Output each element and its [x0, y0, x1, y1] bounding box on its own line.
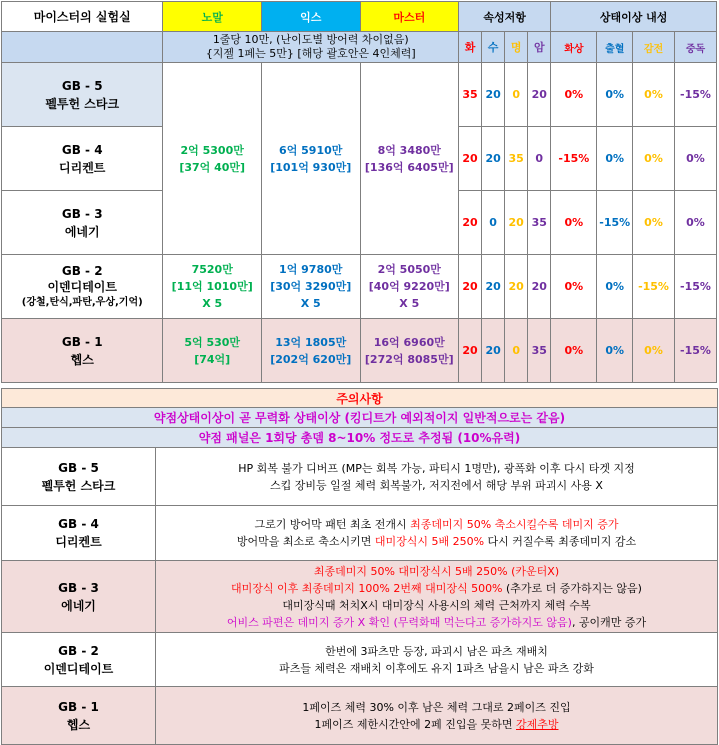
- notes-title: 주의사항: [2, 389, 718, 408]
- res-light: 20: [505, 191, 528, 255]
- col-exp-header: 익스: [261, 2, 360, 32]
- note-label-gb3: GB - 3 에네기: [2, 561, 156, 633]
- stat-poison: -15%: [674, 255, 716, 319]
- boss-label-gb5: GB - 5 펠투헌 스타크: [2, 63, 163, 127]
- hp-exp-gb1: 13억 1805만 [202억 620만]: [261, 319, 360, 383]
- res-fire: 20: [459, 255, 482, 319]
- res-light: 0: [505, 63, 528, 127]
- res-fire: 20: [459, 319, 482, 383]
- res-water: 20: [482, 255, 505, 319]
- hp-normal-group: 2억 5300만 [37억 40만]: [163, 63, 262, 255]
- notes-line1: 약점상태이상이 곧 무력화 상태이상 (킹디트가 예외적이지 일반적으로는 같음): [2, 408, 718, 428]
- res-light: 20: [505, 255, 528, 319]
- res-water: 20: [482, 127, 505, 191]
- col-normal-header: 노말: [163, 2, 262, 32]
- stat-shock: 0%: [633, 63, 675, 127]
- notes-table: [1, 388, 718, 745]
- stat-poison: -15%: [674, 319, 716, 383]
- note-gb2: 한번에 3파츠만 등장, 파괴시 남은 파츠 재배치 파츠들 체력은 재배치 이후에도 유지 1파츠 남을시 남은 파츠 강화: [156, 633, 718, 687]
- hp-normal-gb1: 5억 530만 [74억]: [163, 319, 262, 383]
- note-label-gb2: GB - 2 이덴디테이트: [2, 633, 156, 687]
- hp-info: [163, 32, 459, 63]
- res-water: 20: [482, 63, 505, 127]
- stat-poison: -15%: [674, 63, 716, 127]
- res-dark: 35: [528, 319, 551, 383]
- res-fire: 35: [459, 63, 482, 127]
- res-dark: 20: [528, 63, 551, 127]
- element-light: 명: [505, 32, 528, 63]
- element-dark: 암: [528, 32, 551, 63]
- stat-shock: -15%: [633, 255, 675, 319]
- note-gb5: HP 회복 불가 디버프 (MP는 회복 가능, 파티시 1명만), 광폭화 이후 다시 타겟 지정 스킵 장비등 일절 체력 회복불가, 저지전에서 해당 부위 파괴시 사용 X: [156, 448, 718, 506]
- res-water: 20: [482, 319, 505, 383]
- stat-shock: 0%: [633, 127, 675, 191]
- res-fire: 20: [459, 127, 482, 191]
- status-burn: 화상: [551, 32, 597, 63]
- hp-info-line2: {지젤 1페는 5만} [해당 괄호안은 4인체력]: [205, 47, 416, 60]
- hp-master-gb2: 2억 5050만 [40억 9220만] X 5: [360, 255, 459, 319]
- col-master-header: 마스터: [360, 2, 459, 32]
- stat-bleed: -15%: [597, 191, 633, 255]
- res-light: 35: [505, 127, 528, 191]
- stat-bleed: 0%: [597, 63, 633, 127]
- stat-shock: 0%: [633, 191, 675, 255]
- boss-label-gb3: GB - 3 에네기: [2, 191, 163, 255]
- sheet-title: 마이스터의 실험실: [2, 2, 163, 32]
- res-fire: 20: [459, 191, 482, 255]
- res-dark: 35: [528, 191, 551, 255]
- status-bleed: 출혈: [597, 32, 633, 63]
- status-shock: 감전: [633, 32, 675, 63]
- element-fire: 화: [459, 32, 482, 63]
- stat-bleed: 0%: [597, 319, 633, 383]
- res-dark: 0: [528, 127, 551, 191]
- stat-burn: 0%: [551, 63, 597, 127]
- notes-line2: 약점 패널은 1회당 총뎀 8~10% 정도로 추정됨 (10%유력): [2, 428, 718, 448]
- hp-exp-group: 6억 5910만 [101억 930만]: [261, 63, 360, 255]
- boss-stats-table: [1, 1, 717, 383]
- stat-poison: 0%: [674, 191, 716, 255]
- note-label-gb4: GB - 4 디리켄트: [2, 506, 156, 561]
- stat-burn: 0%: [551, 255, 597, 319]
- hp-normal-gb2: 7520만 [11억 1010만] X 5: [163, 255, 262, 319]
- stat-burn: 0%: [551, 319, 597, 383]
- status-poison: 중독: [674, 32, 716, 63]
- boss-label-gb2: GB - 2 이덴디테이트 (강철,탄식,파탄,우상,기억): [2, 255, 163, 319]
- note-gb4: 그로기 방어막 패턴 최초 전개시 최종데미지 50% 축소시킬수록 데미지 증가 방어막을 최소로 축소시키면 대미장식시 5배 250% 다시 커질수록 최종데미지 감소: [156, 506, 718, 561]
- res-light: 0: [505, 319, 528, 383]
- note-gb1: 1페이즈 체력 30% 이후 남은 체력 그대로 2페이즈 진입 1페이즈 제한시간안에 2페 진입을 못하면 강제추방: [156, 687, 718, 745]
- res-dark: 20: [528, 255, 551, 319]
- note-label-gb1: GB - 1 헵스: [2, 687, 156, 745]
- hp-master-group: 8억 3480만 [136억 6405만]: [360, 63, 459, 255]
- stat-burn: 0%: [551, 191, 597, 255]
- note-label-gb5: GB - 5 펠투헌 스타크: [2, 448, 156, 506]
- res-water: 0: [482, 191, 505, 255]
- hp-master-gb1: 16억 6960만 [272억 8085만]: [360, 319, 459, 383]
- stat-bleed: 0%: [597, 127, 633, 191]
- hp-info-line1: 1줄당 10만, (난이도별 방어력 차이없음): [212, 33, 409, 46]
- col-resist-header: 속성저항: [459, 2, 551, 32]
- col-status-header: 상태이상 내성: [551, 2, 717, 32]
- stat-burn: -15%: [551, 127, 597, 191]
- boss-label-gb4: GB - 4 디리켄트: [2, 127, 163, 191]
- note-gb3: 최종데미지 50% 대미장식시 5배 250% (카운터X) 대미장식 이후 최종데미지 100% 2번째 대미장식 500% (추가로 더 증가하지는 않음) 대미장식때 처치X시 대미장식 사용시의 체력 근처까지 체력 수복 어비스 파편은 데미지 증가 X 확인 (무력화때 먹는다고 증가하지도 않음), 공이캐만 증가: [156, 561, 718, 633]
- stat-poison: 0%: [674, 127, 716, 191]
- boss-label-gb1: GB - 1 헵스: [2, 319, 163, 383]
- hp-exp-gb2: 1억 9780만 [30억 3290만] X 5: [261, 255, 360, 319]
- stat-shock: 0%: [633, 319, 675, 383]
- stat-bleed: 0%: [597, 255, 633, 319]
- element-water: 수: [482, 32, 505, 63]
